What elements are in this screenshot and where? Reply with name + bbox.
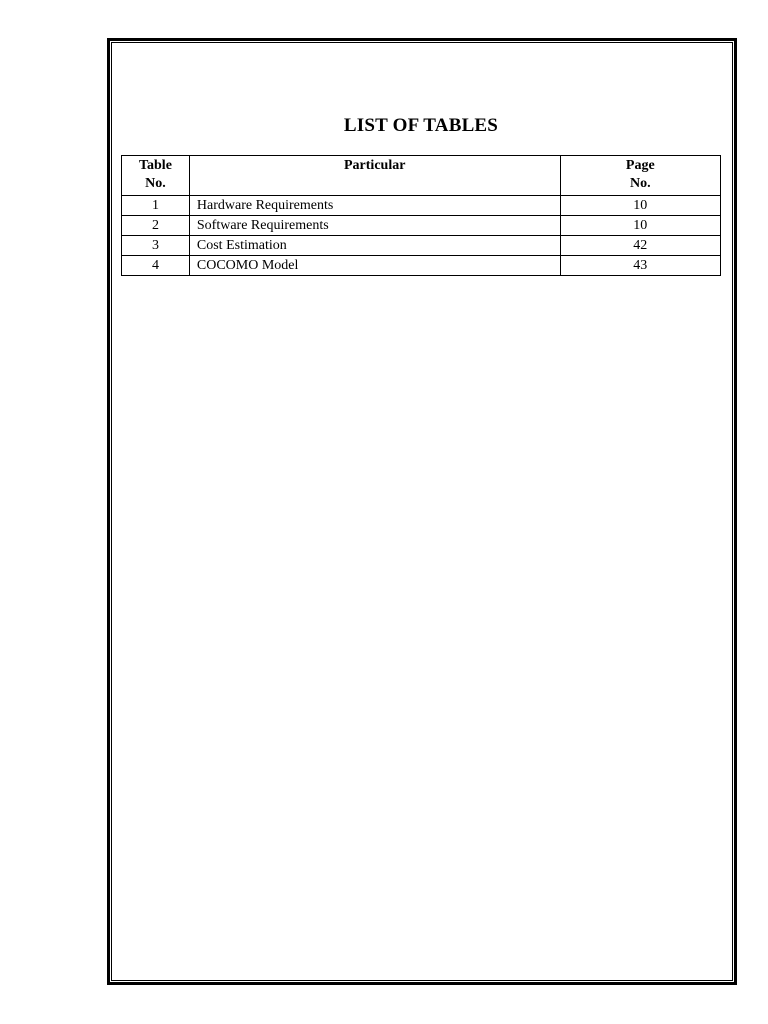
row-table-no: 3 (122, 236, 190, 256)
header-page-no: Page No. (560, 156, 720, 196)
table-row (122, 236, 721, 256)
header-table-no: Table No. (122, 156, 190, 196)
row-page-no: 10 (560, 216, 720, 236)
table-row (122, 196, 721, 216)
row-particular: Software Requirements (189, 216, 560, 236)
table-row (122, 216, 721, 236)
row-table-no: 2 (122, 216, 190, 236)
row-table-no: 1 (122, 196, 190, 216)
header-particular: Particular (189, 156, 560, 196)
table-header-row (122, 156, 721, 196)
row-page-no: 43 (560, 256, 720, 276)
table-row (122, 256, 721, 276)
row-particular: Cost Estimation (189, 236, 560, 256)
row-page-no: 10 (560, 196, 720, 216)
row-table-no: 4 (122, 256, 190, 276)
page-title: LIST OF TABLES (343, 115, 499, 136)
list-of-tables (121, 155, 721, 276)
row-particular: Hardware Requirements (189, 196, 560, 216)
row-page-no: 42 (560, 236, 720, 256)
row-particular: COCOMO Model (189, 256, 560, 276)
